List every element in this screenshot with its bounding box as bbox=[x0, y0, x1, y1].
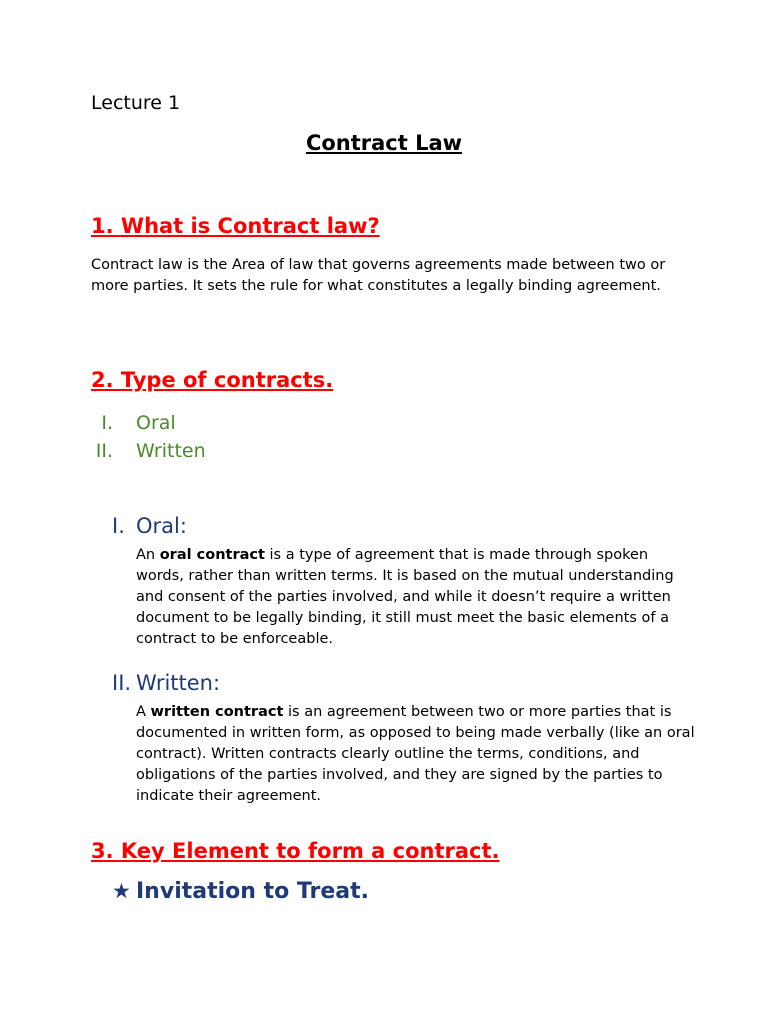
star-icon: ★ bbox=[112, 879, 131, 903]
bullet-text: Invitation to Treat. bbox=[136, 879, 369, 904]
written-subheading bbox=[112, 671, 220, 695]
written-body-term: written contract bbox=[150, 704, 284, 720]
list-number: II. bbox=[95, 440, 113, 462]
list-label: Written bbox=[136, 440, 206, 462]
list-number: I. bbox=[101, 412, 113, 434]
section-3-heading: 3. Key Element to form a contract. bbox=[91, 839, 500, 863]
subheading-number: I. bbox=[112, 514, 125, 538]
subheading-label: Written: bbox=[136, 671, 221, 695]
lecture-label: Lecture 1 bbox=[91, 92, 181, 114]
oral-body-lead: An bbox=[136, 547, 160, 563]
subheading-number: II. bbox=[112, 671, 132, 695]
section-1-heading: 1. What is Contract law? bbox=[91, 214, 380, 238]
oral-body bbox=[136, 545, 696, 650]
oral-subheading bbox=[112, 514, 187, 538]
oral-body-text: is a type of agreement that is made through spoken words, rather than written terms. It is based on the mutual understanding and consent of the parties involved, and while it doesn’t require a written document to be legally binding, it still must meet the basic elements of a contract to be enforceable. bbox=[136, 547, 674, 647]
list-label: Oral bbox=[136, 412, 176, 434]
section-2-heading: 2. Type of contracts. bbox=[91, 368, 334, 392]
document-title: Contract Law bbox=[305, 131, 463, 155]
section-1-body: Contract law is the Area of law that governs agreements made between two or more parties. It sets the rule for what constitutes a legally binding agreement. bbox=[91, 257, 666, 294]
key-element-bullet bbox=[112, 879, 369, 904]
written-body-text: is an agreement between two or more parties that is documented in written form, as opposed to being made verbally (like an oral contract). Written contracts clearly outline the terms, conditions, and obligations of the parties involved, and they are signed by the parties to indicate their agreement. bbox=[136, 704, 695, 804]
subheading-label: Oral: bbox=[136, 514, 187, 538]
written-body-lead: A bbox=[136, 704, 151, 720]
oral-body-term: oral contract bbox=[159, 547, 265, 563]
written-body bbox=[136, 702, 696, 807]
